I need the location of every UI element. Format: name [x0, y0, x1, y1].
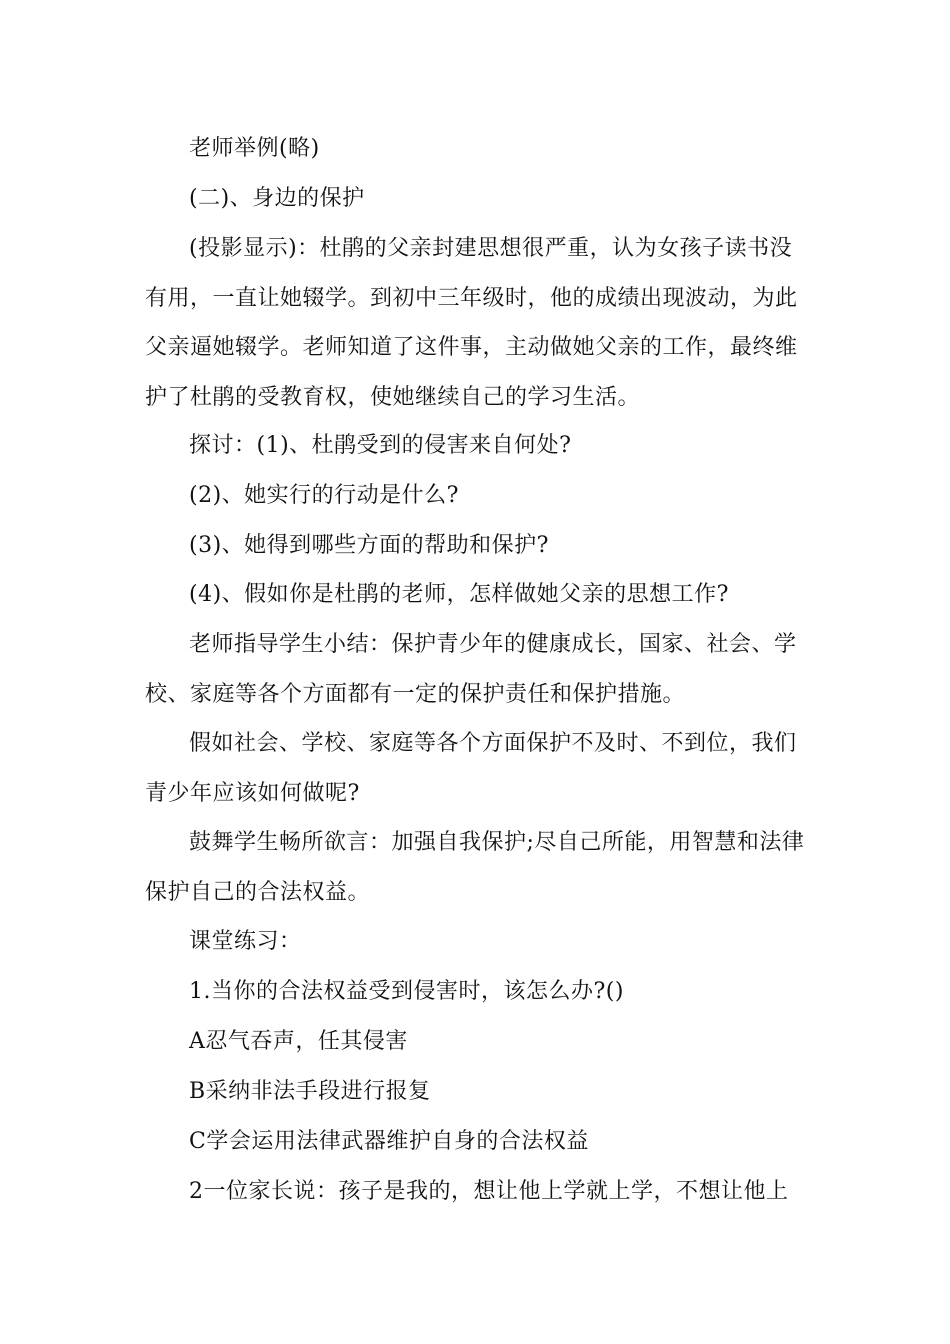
paragraph-encourage: 鼓舞学生畅所欲言：加强自我保护;尽自己所能，用智慧和法律保护自己的合法权益。	[145, 830, 805, 905]
option-a: A忍气吞声，任其侵害	[189, 1029, 408, 1054]
question-1: 探讨：(1)、杜鹃受到的侵害来自何处?	[189, 433, 572, 458]
paragraph-case-projection: (投影显示)：杜鹃的父亲封建思想很严重，认为女孩子读书没有用，一直让她辍学。到初中三年级时，他的成绩出现波动，为此父亲逼她辍学。老师知道了这件事，主动做她父亲的工作，最终维护了杜鹃的受教育权，使她继续自己的学习生活。	[145, 236, 798, 410]
question-2: (2)、她实行的行动是什么?	[189, 483, 459, 508]
paragraph-summary: 老师指导学生小结：保护青少年的健康成长，国家、社会、学校、家庭等各个方面都有一定的保护责任和保护措施。	[145, 632, 797, 707]
heading-class-exercise: 课堂练习：	[189, 929, 302, 954]
question-4: (4)、假如你是杜鹃的老师，怎样做她父亲的思想工作?	[189, 582, 729, 607]
exercise-question-2: 2一位家长说：孩子是我的，想让他上学就上学，不想让他上	[189, 1179, 789, 1204]
option-c: C学会运用法律武器维护自身的合法权益	[189, 1129, 589, 1154]
option-b: B采纳非法手段进行报复	[189, 1079, 431, 1104]
question-3: (3)、她得到哪些方面的帮助和保护?	[189, 533, 549, 558]
paragraph-what-to-do: 假如社会、学校、家庭等各个方面保护不及时、不到位，我们青少年应该如何做呢?	[145, 731, 797, 806]
section-heading-protection: (二)、身边的保护	[189, 186, 365, 211]
exercise-question-1: 1.当你的合法权益受到侵害时，该怎么办?()	[189, 979, 624, 1004]
paragraph-teacher-example: 老师举例(略)	[189, 136, 320, 161]
